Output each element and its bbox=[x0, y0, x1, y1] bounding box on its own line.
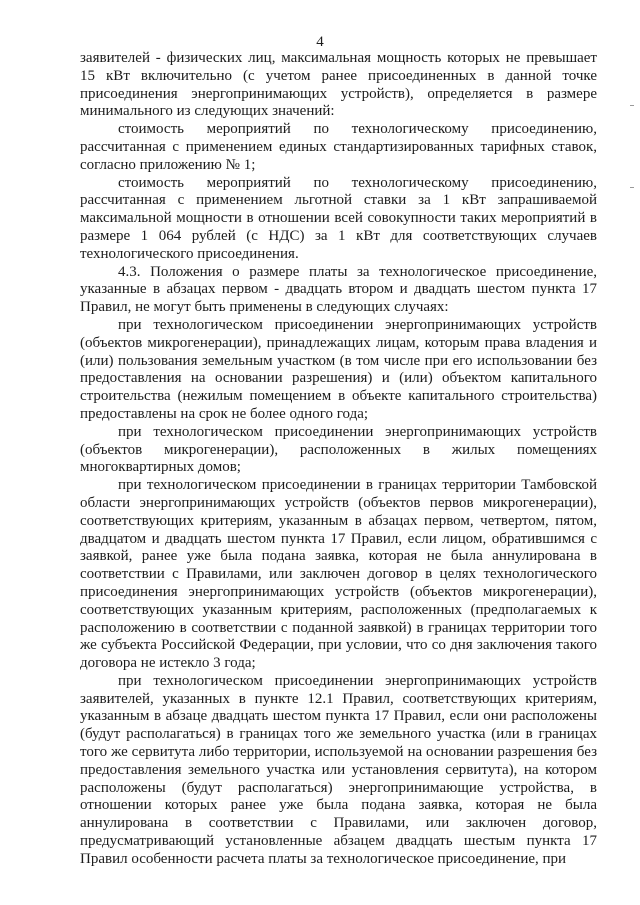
paragraph-case-short-term-rights: при технологическом присоединении энергопринимающих устройств (объектов микрогенерации), принадлежащих лицам, которым права владения и (или) пользования земельным участком (в том числе при его использовании без предоставления на основании разрешения) и (или) объектом капитального строительства (нежилым помещением в объекте капитального строительства) предоставлены на срок не более одного года; bbox=[80, 316, 597, 422]
paragraph-preferential-rate: стоимость мероприятий по технологическому присоединению, рассчитанная с применением льготной ставки за 1 кВт запрашиваемой максимальной мощности в отношении всей совокупности таких мероприятий в размере 1 064 рублей (с НДС) за 1 кВт для соответствующих случаев технологического присоединения. bbox=[80, 174, 597, 262]
document-body bbox=[80, 50, 597, 869]
scan-edge-mark bbox=[630, 187, 634, 188]
paragraph-case-apartment-buildings: при технологическом присоединении энергопринимающих устройств (объектов микрогенерации), расположенных в жилых помещениях многоквартирных домов; bbox=[80, 423, 597, 476]
scan-edge-mark bbox=[630, 105, 634, 106]
paragraph-case-tambov-region: при технологическом присоединении в границах территории Тамбовской области энергопринимающих устройств (объектов первов микрогенерации), соответствующих критериям, указанным в абзацах первом, четвертом, пятом, двадцатом и двадцать шестом пункта 17 Правил, если лицом, обратившимся с заявкой, ранее уже была подана заявка, которая не была аннулирована в соответствии с Правилами, или заключен договор в целях технологического присоединения энергопринимающих устройств (объектов микрогенерации), соответствующих указанным критериям, расположенных (предполагаемых к расположению в соответствии с поданной заявкой) в границах территории того же субъекта Российской Федерации, при условии, что со дня заключения такого договора не истекло 3 года; bbox=[80, 477, 597, 672]
paragraph-section-4-3: 4.3. Положения о размере платы за технологическое присоединение, указанные в абзацах первом - двадцать втором и двадцать шестом пункта 17 Правил, не могут быть применены в следующих случаях: bbox=[80, 263, 597, 316]
page-number: 4 bbox=[316, 34, 324, 50]
paragraph-case-same-land-plot: при технологическом присоединении энергопринимающих устройств заявителей, указанных в пункте 12.1 Правил, соответствующих критериям, указанным в абзаце двадцать шестом пункта 17 Правил, если они расположены (будут располагаться) в границах того же земельного участка (или в границах того же сервитута либо территории, используемой на основании разрешения без предоставления земельного участка или установления сервитута), на котором расположены (будут располагаться) энергопринимающие устройства, в отношении которых ранее уже была подана заявка, которая не была аннулирована в соответствии с Правилами, или заключен договор, предусматривающий установленные абзацем двадцать шестым пункта 17 Правил особенности расчета платы за технологическое присоединение, при bbox=[80, 672, 597, 867]
paragraph-standard-rates: стоимость мероприятий по технологическому присоединению, рассчитанная с применением единых стандартизированных тарифных ставок, согласно приложению № 1; bbox=[80, 121, 597, 173]
paragraph-applicants-limit: заявителей - физических лиц, максимальная мощность которых не превышает 15 кВт включительно (с учетом ранее присоединенных в данной точке присоединения энергопринимающих устройств), определяется в размере минимального из следующих значений: bbox=[80, 50, 597, 120]
